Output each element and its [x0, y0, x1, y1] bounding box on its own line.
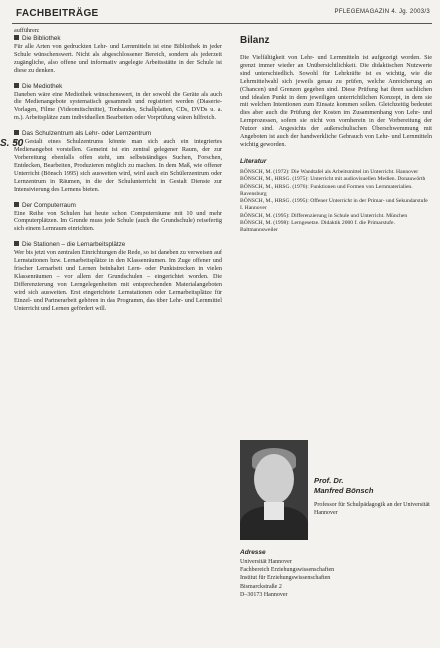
section-title: Der Computerraum — [22, 201, 76, 209]
literature-entry: BÖNSCH, M. (1972): Die Wandtafel als Arbeitsmittel im Unterricht. Hannover — [240, 168, 419, 175]
author-photo — [240, 440, 308, 540]
section-computerraum — [14, 202, 222, 234]
literature-entry: BÖNSCH, M. (1995): Differenzierung in Schule und Unterricht. München — [240, 212, 408, 219]
literature-entry: BÖNSCH, M., HRSG. (1995): Offener Unterricht in der Primar- und Sekundarstufe I. Hannover — [240, 198, 428, 212]
bullet-icon — [14, 202, 19, 207]
address-line: Fachbereich Erziehungswissenschaften — [240, 567, 335, 574]
address-line: Bismarckstraße 2 — [240, 583, 282, 590]
section-text: In Gestalt eines Schulzentrums könnte man sich auch ein integriertes Medienangebot vorstellen. Gemeint ist ein zentral gelegener Raum, der zur Vorbereitung ebenfalls offen steht, um selbstständiges Suchen, Forschen, Entdecken, Bearbeiten, Produzieren möglich zu machen. In dem Maß, wie offener Unterricht (Bönsch 1995) sich ausweiten wird, wird auch ein Schülerzentrum oder Lernzentrum in Räumen, in die der Schulunterricht in Gestalt Dienste zur Intensivierung des Lernens bieten. — [14, 138, 222, 193]
section-text: Wer bis jetzt von zentralen Einrichtungen die Rede, so ist daneben zu verweisen auf Lernstationen bzw. Lernarbeitsplätze in den Klassenräumen. Im Zuge offener und frischer Lernarbeit und Lernen beinhaltet Lern- oder Punktstrecken in vielen Klassenräumen – vor allem der Grundschulen – eingerichtet worden. Die Differenzierung von Lerngelegenheiten mit entsprechenden Materialangeboten wird sich ausweiten. Erst eingerichtete Lernstationen oder Lernarbeitsplätze für Einzel- und Partnerarbeit gehören in das Programm, das über Lehr- und Lernmittel Unterricht und Lernen gefördert will. — [14, 249, 222, 312]
section-title: Die Stationen – die Lernarbeitsplätze — [22, 241, 126, 249]
bilanz-heading: Bilanz — [240, 35, 270, 46]
author-affiliation: Professor für Schulpädagogik an der Universität Hannover — [314, 502, 430, 516]
author-fullname: Manfred Bönsch — [314, 486, 374, 495]
author-box — [240, 440, 432, 548]
literature-entry: BÖNSCH, M. (1998): Lerngesetze. Didaktik 2000 f. die Primarstufe. Baltmannsweiler — [240, 220, 395, 234]
section-text: Eine Reihe von Schulen hat heute schon Computerräume mit 10 und mehr Computerplätzen. Im Grunde muss jede Schule (auch die Grundschule) reisefertig sich einem Lernraum einrichten. — [14, 209, 222, 233]
section-bibliothek — [14, 35, 222, 75]
section-schulzentrum — [14, 130, 222, 193]
page-number: S. 50 — [0, 138, 24, 149]
bullet-icon — [14, 83, 19, 88]
section-title: Die Mediothek — [22, 82, 63, 90]
bullet-icon — [14, 130, 19, 135]
address-block — [240, 558, 334, 599]
left-column — [14, 27, 222, 312]
bullet-icon — [14, 241, 19, 246]
section-label: FACHBEITRÄGE — [16, 8, 99, 19]
author-title: Prof. Dr. — [314, 476, 344, 485]
literature-entry: BÖNSCH, M., HRSG. (1975): Unterricht mit audiovisuellen Medien. Donauwörth — [240, 176, 426, 183]
page-header — [12, 8, 432, 22]
address-line: Universität Hannover — [240, 559, 292, 565]
literature-entry: BÖNSCH, M., HRSG. (1976): Funktionen und Formen von Lernmaterialien. Ravensburg — [240, 183, 413, 197]
section-stationen — [14, 241, 222, 312]
journal-issue: PFLEGEMAGAZIN 4. Jg. 2003/3 — [334, 9, 430, 15]
right-column — [240, 27, 432, 598]
address-line: Institut für Erziehungswissenschaften — [240, 575, 331, 582]
intro-text: aufführen: — [14, 27, 40, 34]
section-text: Für alle Arten von gedruckten Lehr- und Lernmitteln ist eine Bibliothek in jeder Schule wünschenswert. Nicht als abgeschlossener Bereich, sondern als jederzeit zugängliche, also offene und informativ angelegte Arbeitsstätte in der Schule ist diese zu denken. — [14, 42, 222, 74]
literature-heading: Literatur — [240, 157, 267, 165]
bullet-icon — [14, 35, 19, 40]
section-text: Daneben wäre eine Mediothek wünschenswert, in der sowohl die Geräte als auch die Medienangebote systematisch gesammelt und registriert werden (Diaserie-Vorlagen, Filme (Videomitschnitte), Tonbandes, Schallplatten, CDs, DVDs u. a. m.). Arbeitsplätze zum individuellen Bearbeiten oder Vorprüfung wären hilfreich. — [14, 90, 222, 122]
section-mediothek — [14, 83, 222, 123]
section-title: Das Schulzentrum als Lehr- oder Lernzentrum — [22, 130, 152, 138]
section-title: Die Bibliothek — [22, 34, 61, 42]
address-heading: Adresse — [240, 549, 266, 556]
author-name — [314, 476, 374, 496]
address-line: D–30173 Hannover — [240, 591, 288, 598]
header-rule — [12, 23, 432, 24]
bilanz-text: Die Vielfältigkeit von Lehr- und Lernmitteln ist aufgezeigt worden. Sie grenzt immer wieder an Unübersichtlichkeit. Die didaktischen Nutzwerte sind unterschiedlich. Sowohl für Lehrkräfte ist es wichtig, wie die Lehrmittelwahl sich jeweils genau zu prüfen, welche Anreicherung an (Chancen) und Grenzen gegeben sind. Diese Prüfung hat ihren sachlichen und idealen Punkt in dem jeweiligen unterrichtlichen Konzept, in dem sie mit welchen Intentionen zum Einsatz kommen sollen. Gleichzeitig bedeutet dies aber auch die Prüfung der Kosten im Zusammenhang von Lehr- und Lernprozessen, sofern sie nicht von vornherein in der Vorbereitung der Nutzer sind. Angesichts der außerschulischen Überschwemmung mit Angeboten ist auch der handwerkliche Gebrauch von Lehr- und Lernmitteln wichtig geworden. — [240, 54, 432, 148]
